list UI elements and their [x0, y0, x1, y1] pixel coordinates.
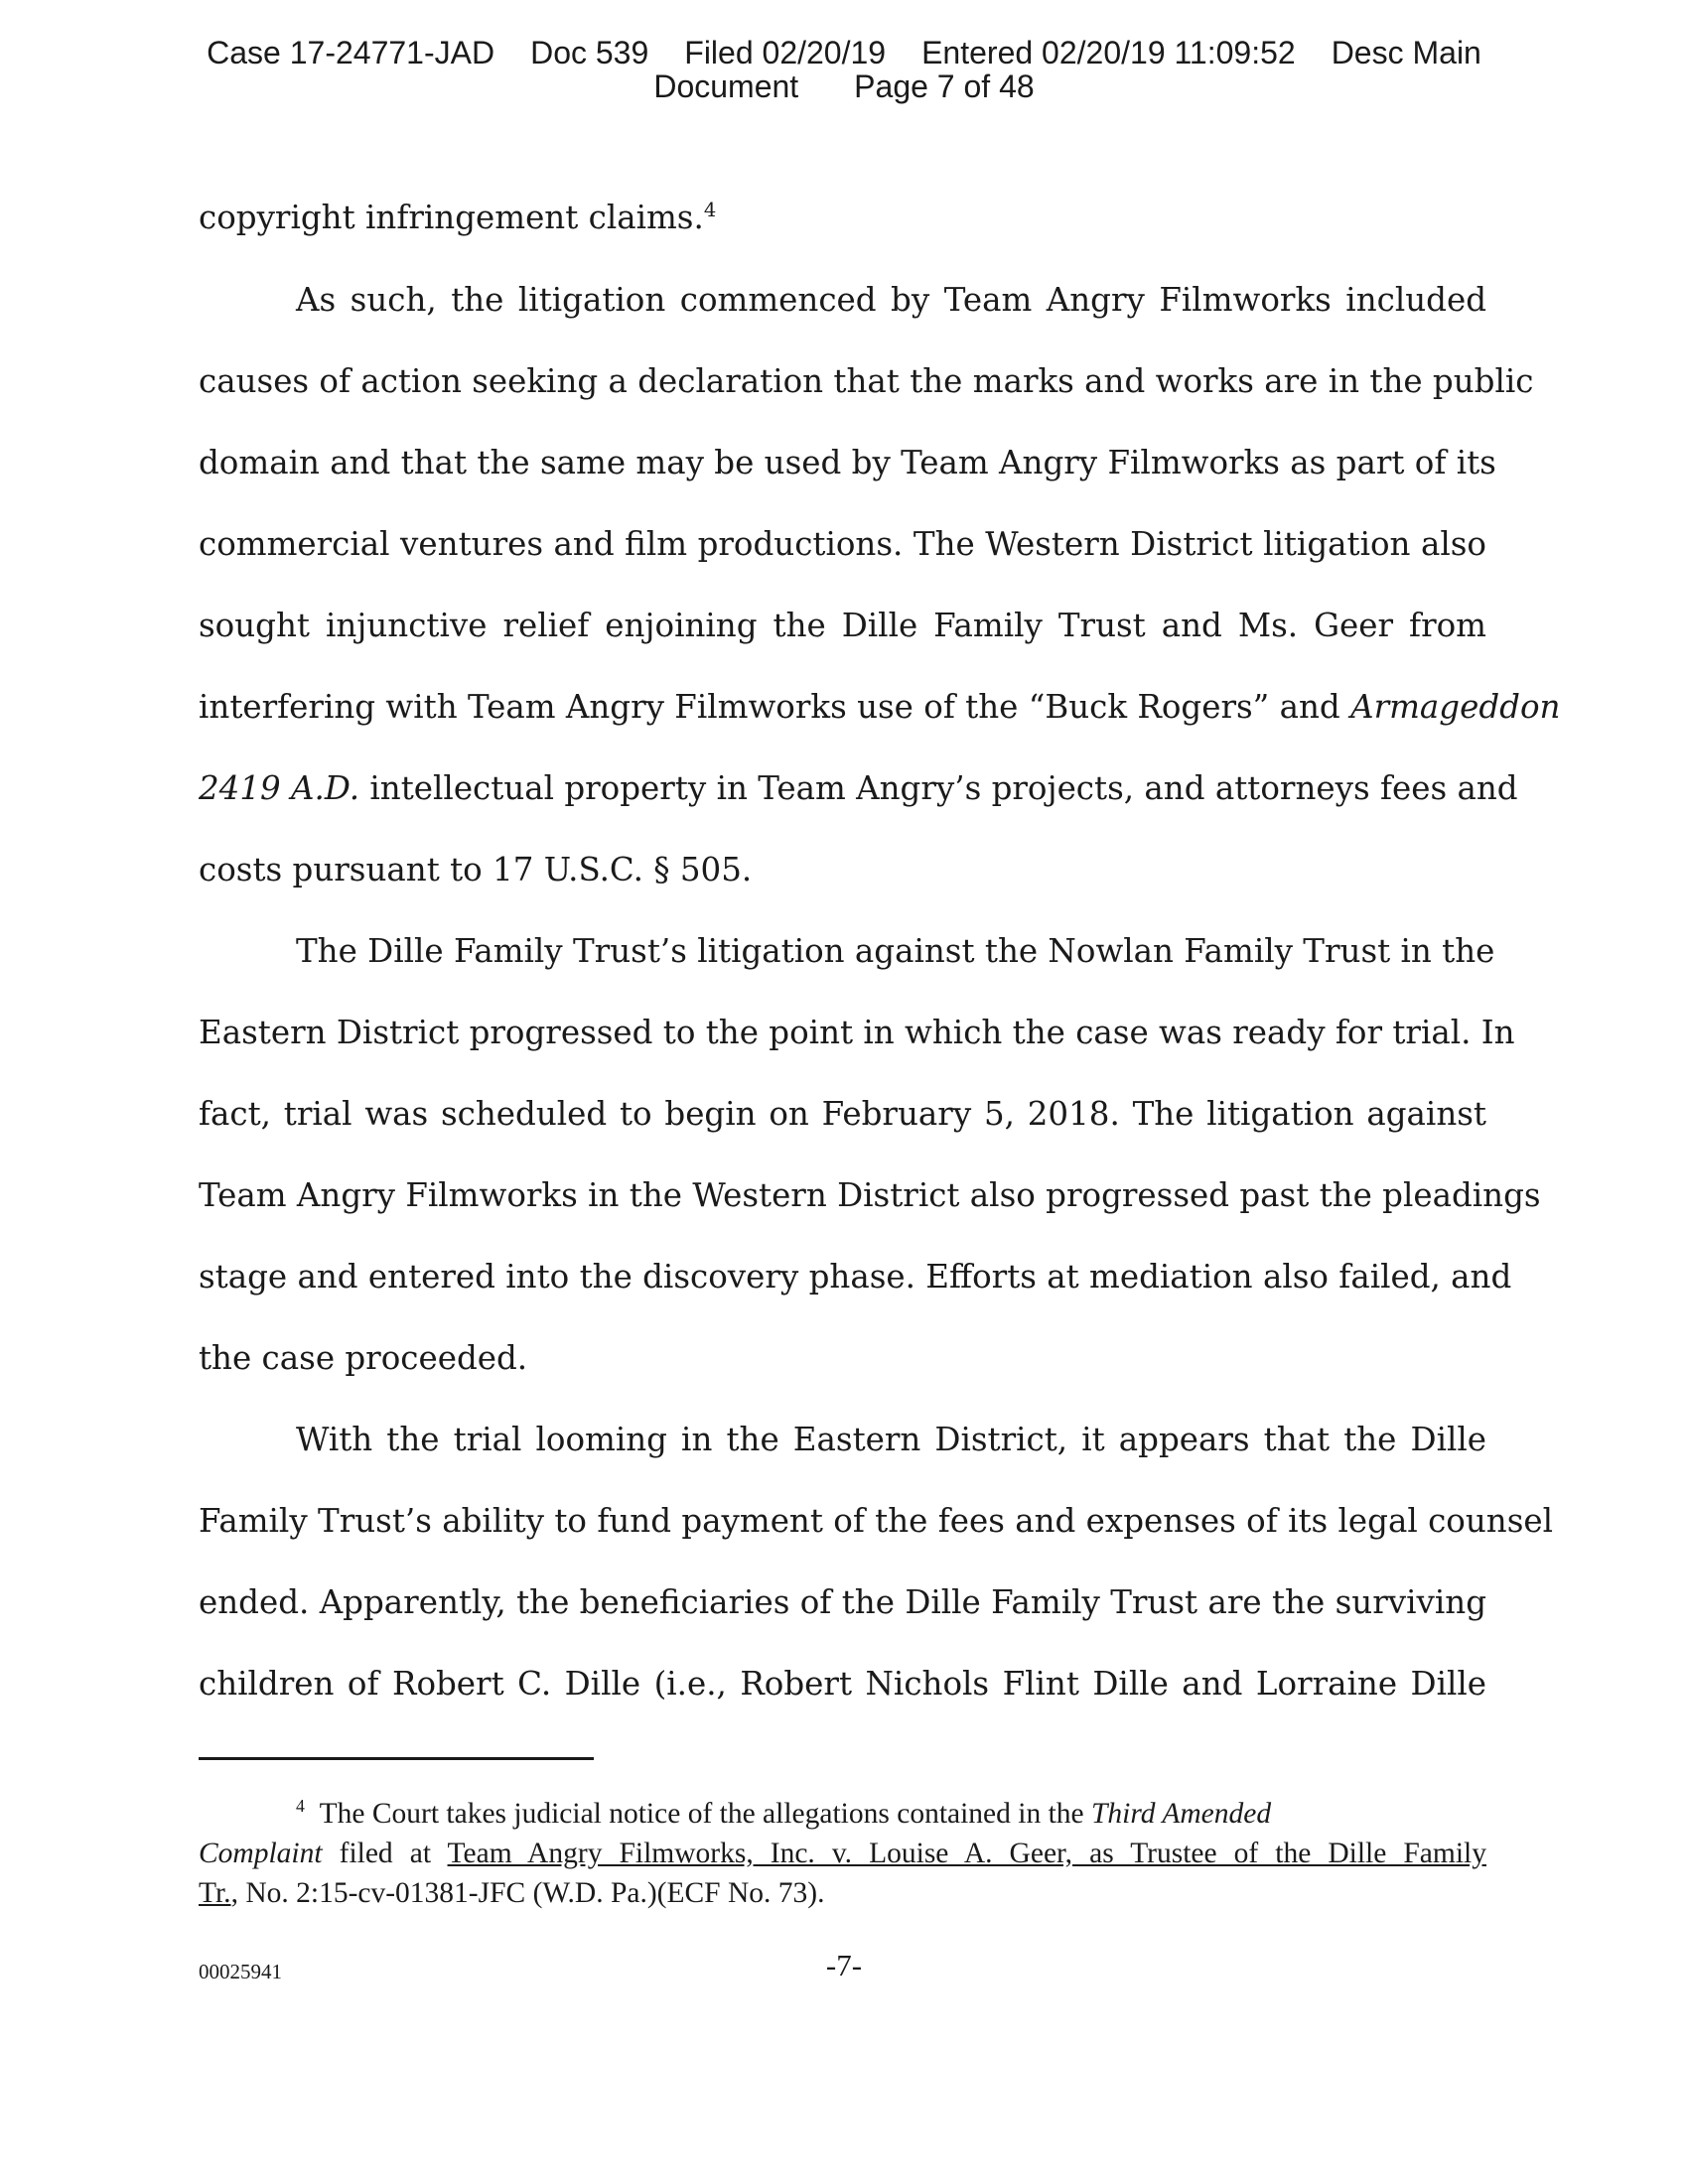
body-line: the case proceeded.	[199, 1339, 528, 1377]
footnote-line	[199, 1874, 824, 1912]
body-line-text: copyright infringement claims.	[199, 199, 704, 236]
body-line: costs pursuant to 17 U.S.C. § 505.	[199, 851, 753, 888]
footnote-line	[199, 1835, 1486, 1872]
body-line: commercial ventures and film productions. The Western District litigation also	[199, 525, 1486, 563]
footnote-line	[296, 1795, 1271, 1833]
case-number: Case 17-24771-JAD	[207, 35, 495, 70]
body-line: sought injunctive relief enjoining the Dille Family Trust and Ms. Geer from	[199, 607, 1486, 644]
body-line	[199, 687, 1561, 727]
footnote-separator	[199, 1757, 594, 1760]
paragraph-start: With the trial looming in the Eastern District, it appears that the Dille	[296, 1421, 1486, 1458]
body-line	[199, 198, 716, 237]
body-line	[199, 768, 1518, 808]
body-line: children of Robert C. Dille (i.e., Robert Nichols Flint Dille and Lorraine Dille	[199, 1665, 1486, 1703]
paragraph-start: As such, the litigation commenced by Team Angry Filmworks included	[296, 281, 1486, 319]
case-citation: Team Angry Filmworks, Inc. v. Louise A. Geer, as Trustee of the Dille Family	[447, 1838, 1486, 1869]
ecf-header-line-1	[0, 36, 1688, 69]
italic-title: Complaint	[199, 1838, 323, 1869]
page-number: -7-	[825, 1948, 863, 1982]
body-line: domain and that the same may be used by Team Angry Filmworks as part of its	[199, 444, 1496, 481]
body-line: causes of action seeking a declaration that the marks and works are in the public	[199, 362, 1534, 400]
case-citation: Tr.	[199, 1877, 231, 1909]
document-label: Document	[653, 68, 799, 104]
ecf-header	[0, 36, 1688, 103]
body-line-text: intellectual property in Team Angry’s projects, and attorneys fees and	[359, 769, 1518, 807]
ecf-header-line-2	[0, 69, 1688, 103]
page-indicator: Page 7 of 48	[854, 68, 1035, 104]
body-line: Team Angry Filmworks in the Western District also progressed past the pleadings	[199, 1176, 1541, 1214]
document-id: 00025941	[199, 1960, 282, 1983]
body-line: ended. Apparently, the beneficiaries of the Dille Family Trust are the surviving	[199, 1583, 1486, 1621]
body-line: Eastern District progressed to the point in which the case was ready for trial. In	[199, 1014, 1515, 1051]
filed-date: Filed 02/20/19	[684, 35, 887, 70]
footnote-text: The Court takes judicial notice of the allegations contained in the	[319, 1798, 1084, 1830]
paragraph-start: The Dille Family Trust’s litigation against the Nowlan Family Trust in the	[296, 932, 1495, 970]
italic-title: 2419 A.D.	[199, 769, 360, 807]
entered-date: Entered 02/20/19 11:09:52	[921, 35, 1296, 70]
italic-title: Armageddon	[1350, 688, 1561, 726]
body-line: fact, trial was scheduled to begin on February 5, 2018. The litigation against	[199, 1095, 1486, 1133]
desc-label: Desc Main	[1331, 35, 1481, 70]
footnote-marker: 4	[296, 1796, 305, 1817]
body-line-text: interfering with Team Angry Filmworks use of the “Buck Rogers” and	[199, 688, 1340, 726]
footnote-text: filed at	[322, 1838, 448, 1869]
footnote-text: , No. 2:15-cv-01381-JFC (W.D. Pa.)(ECF No. 73).	[230, 1877, 825, 1909]
italic-title: Third Amended	[1091, 1798, 1272, 1830]
body-line: Family Trust’s ability to fund payment of the fees and expenses of its legal counsel	[199, 1502, 1554, 1540]
doc-label: Doc 539	[530, 35, 649, 70]
body-line: stage and entered into the discovery phase. Efforts at mediation also failed, and	[199, 1258, 1512, 1296]
footnote-reference: 4	[703, 199, 717, 222]
